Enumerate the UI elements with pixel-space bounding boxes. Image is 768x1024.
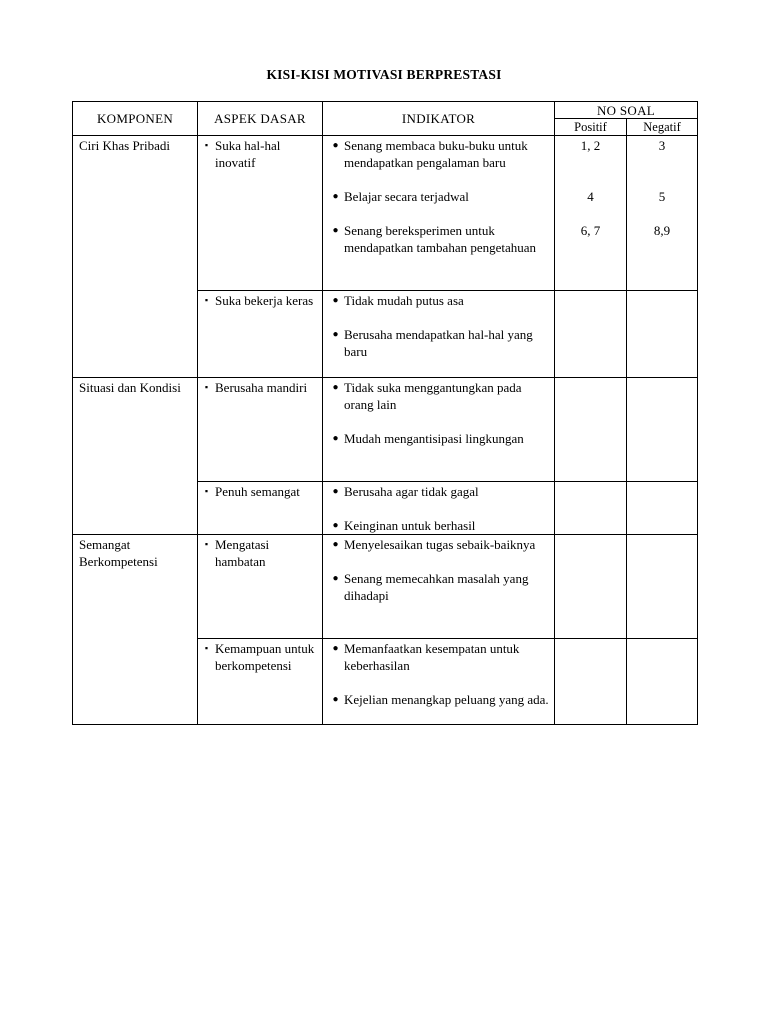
header-positif: Positif [555, 119, 627, 136]
indikator-cell [323, 136, 555, 291]
komponen-label: Situasi dan Kondisi [79, 380, 181, 395]
list-item [327, 570, 551, 604]
list-item [327, 430, 551, 447]
list-item [327, 640, 551, 674]
bullet-icon: ▪ [204, 539, 209, 549]
indikator-cell [323, 291, 555, 378]
bullet-icon: ● [332, 225, 339, 236]
list-item [327, 517, 551, 534]
indikator-text: Berusaha agar tidak gagal [344, 484, 479, 499]
aspek-cell [198, 291, 323, 378]
aspek-cell [198, 639, 323, 725]
header-komponen: KOMPONEN [73, 102, 198, 136]
aspek-label: Kemampuan untuk berkompetensi [215, 641, 315, 673]
aspek-cell [198, 378, 323, 482]
positif-number: 1, 2 [580, 138, 601, 153]
aspek-cell [198, 482, 323, 535]
kisi-kisi-table [72, 101, 698, 725]
positif-cell [555, 639, 627, 725]
negatif-cell [627, 482, 698, 535]
bullet-icon: ● [332, 382, 339, 393]
list-item [327, 222, 551, 256]
list-item [327, 326, 551, 360]
bullet-icon: ▪ [204, 643, 209, 653]
list-item [327, 483, 551, 500]
bullet-icon: ▪ [204, 382, 209, 392]
bullet-icon: ● [332, 140, 339, 151]
komponen-label: Ciri Khas Pribadi [79, 138, 170, 153]
indikator-cell [323, 639, 555, 725]
list-item [327, 188, 551, 205]
negatif-cell [627, 639, 698, 725]
bullet-icon: ● [332, 486, 339, 497]
indikator-cell [323, 482, 555, 535]
table-row [73, 535, 698, 639]
indikator-text: Tidak suka menggantungkan pada orang lain [344, 380, 522, 412]
positif-cell [555, 482, 627, 535]
bullet-icon: ▪ [204, 295, 209, 305]
indikator-text: Senang memecahkan masalah yang dihadapi [344, 571, 529, 603]
indikator-text: Mudah mengantisipasi lingkungan [344, 431, 524, 446]
bullet-icon: ● [332, 573, 339, 584]
list-item [327, 292, 551, 309]
negatif-cell [627, 136, 698, 291]
list-item [327, 691, 551, 708]
negatif-cell [627, 378, 698, 482]
indikator-text: Menyelesaikan tugas sebaik-baiknya [344, 537, 536, 552]
komponen-cell [73, 136, 198, 378]
bullet-icon: ▪ [204, 140, 209, 150]
table-row [73, 136, 698, 291]
indikator-text: Tidak mudah putus asa [344, 293, 464, 308]
komponen-cell [73, 535, 198, 725]
table-row [73, 378, 698, 482]
indikator-text: Senang bereksperimen untuk mendapatkan tambahan pengetahuan [344, 223, 537, 255]
bullet-icon: ● [332, 539, 339, 550]
indikator-cell [323, 535, 555, 639]
positif-cell [555, 136, 627, 291]
indikator-cell [323, 378, 555, 482]
indikator-text: Berusaha mendapatkan hal-hal yang baru [344, 327, 533, 359]
list-item [327, 379, 551, 413]
indikator-text: Belajar secara terjadwal [344, 189, 469, 204]
positif-cell [555, 291, 627, 378]
indikator-text: Kejelian menangkap peluang yang ada. [344, 692, 549, 707]
negatif-number: 5 [658, 189, 666, 204]
header-indikator: INDIKATOR [323, 102, 555, 136]
list-item [327, 137, 551, 171]
bullet-icon: ● [332, 694, 339, 705]
negatif-cell [627, 535, 698, 639]
komponen-label: Semangat Berkompetensi [79, 537, 158, 569]
bullet-icon: ● [332, 295, 339, 306]
document-title: KISI-KISI MOTIVASI BERPRESTASI [266, 67, 502, 82]
header-no-soal: NO SOAL [555, 102, 698, 119]
bullet-icon: ● [332, 191, 339, 202]
komponen-cell [73, 378, 198, 535]
positif-cell [555, 535, 627, 639]
aspek-cell [198, 535, 323, 639]
indikator-text: Memanfaatkan kesempatan untuk keberhasilan [344, 641, 520, 673]
bullet-icon: ● [332, 520, 339, 531]
indikator-text: Keinginan untuk berhasil [344, 518, 476, 533]
bullet-icon: ▪ [204, 486, 209, 496]
header-negatif: Negatif [627, 119, 698, 136]
aspek-label: Suka hal-hal inovatif [215, 138, 281, 170]
positif-number: 4 [587, 189, 594, 204]
aspek-cell [198, 136, 323, 291]
list-item [327, 536, 551, 553]
header-aspek-dasar: ASPEK DASAR [198, 102, 323, 136]
negatif-number: 8,9 [653, 223, 671, 238]
negatif-cell [627, 291, 698, 378]
indikator-text: Senang membaca buku-buku untuk mendapatkan pengalaman baru [344, 138, 528, 170]
aspek-label: Berusaha mandiri [215, 380, 308, 395]
positif-cell [555, 378, 627, 482]
positif-number: 6, 7 [580, 223, 601, 238]
negatif-number: 3 [658, 138, 666, 153]
aspek-label: Mengatasi hambatan [215, 537, 270, 569]
aspek-label: Suka bekerja keras [215, 293, 314, 308]
bullet-icon: ● [332, 329, 339, 340]
bullet-icon: ● [332, 643, 339, 654]
bullet-icon: ● [332, 433, 339, 444]
aspek-label: Penuh semangat [215, 484, 300, 499]
